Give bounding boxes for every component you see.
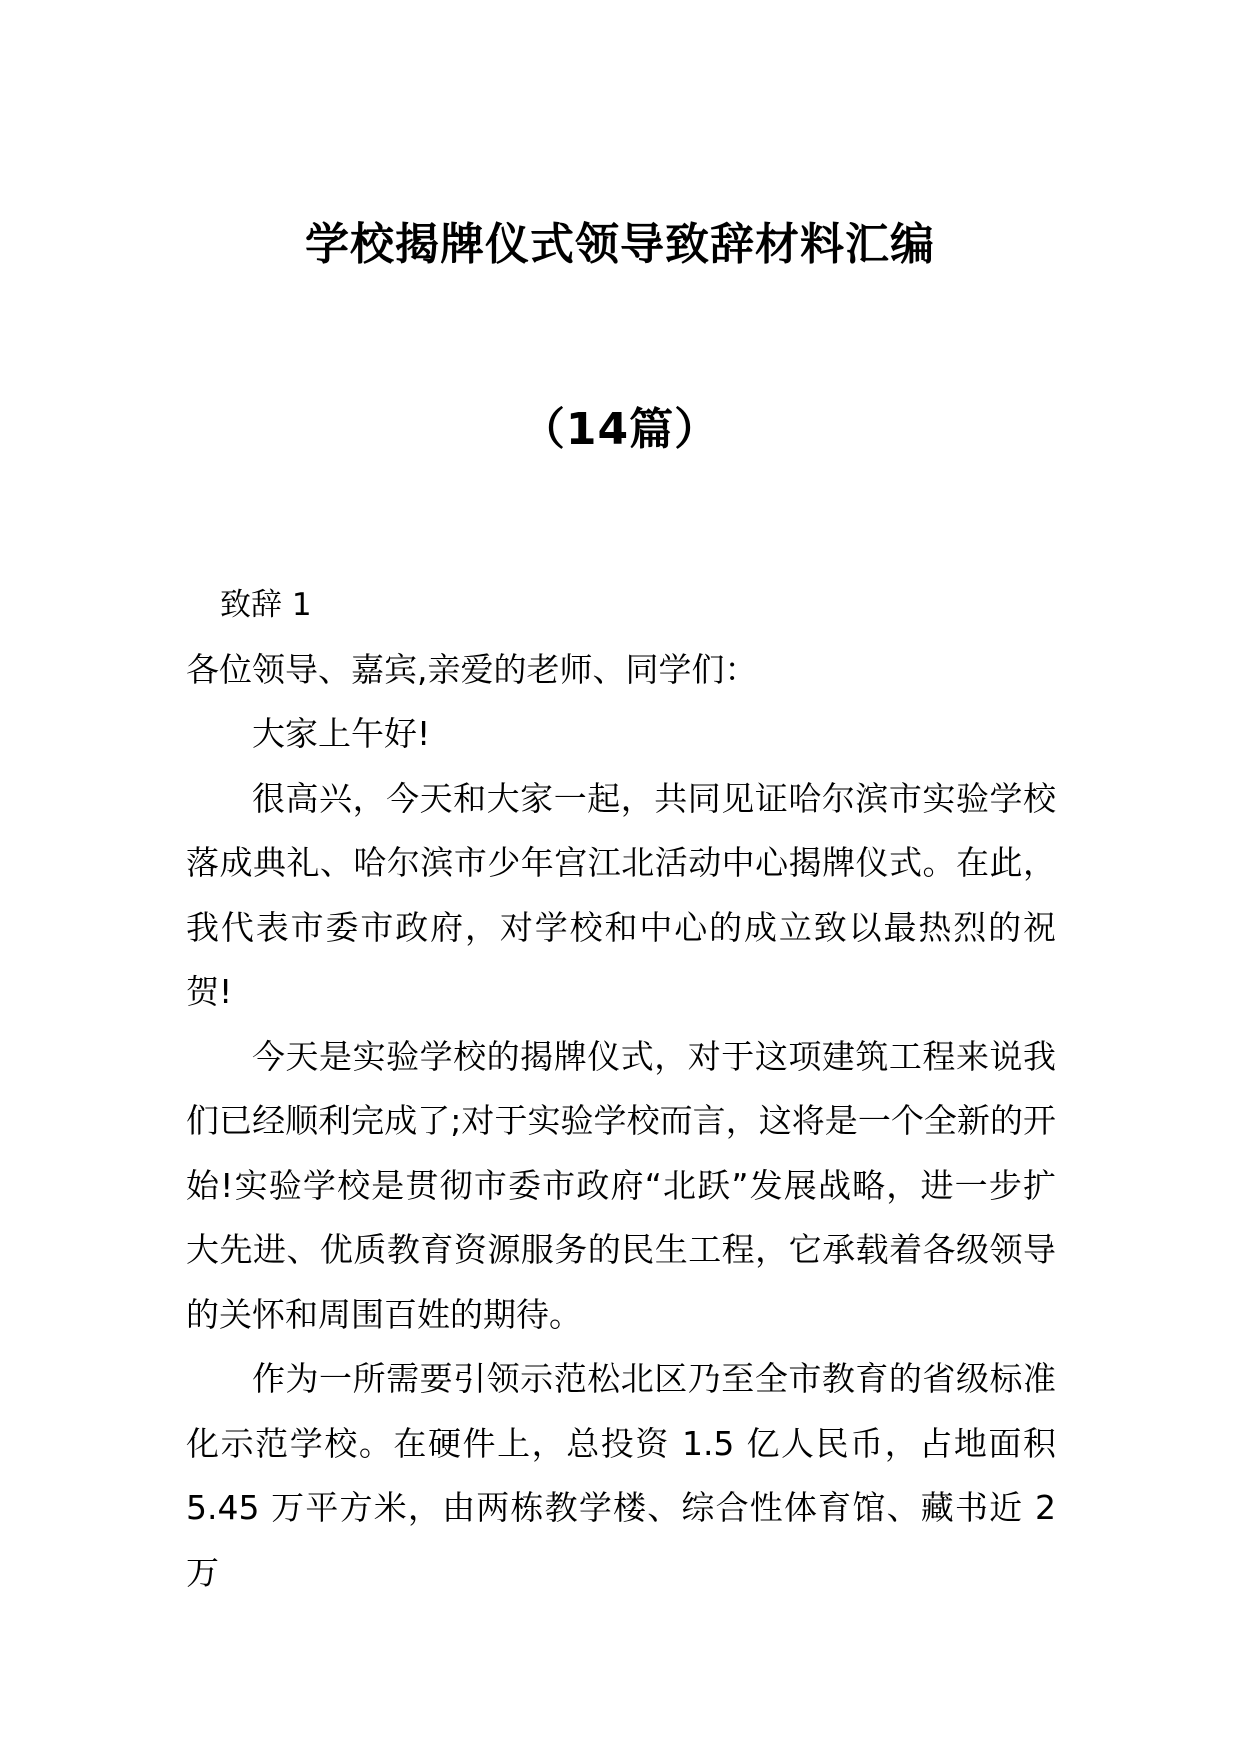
paragraph: 作为一所需要引领示范松北区乃至全市教育的省级标准化示范学校。在硬件上，总投资 1.5 亿人民币，占地面积 5.45 万平方米，由两栋教学楼、综合性体育馆、藏书近 2 万	[186, 1359, 1056, 1592]
paragraph: 今天是实验学校的揭牌仪式，对于这项建筑工程来说我们已经顺利完成了;对于实验学校而言，这将是一个全新的开始!实验学校是贯彻市委市政府“北跃”发展战略，进一步扩大先进、优质教育资源服务的民生工程，它承载着各级领导的关怀和周围百姓的期待。	[186, 1036, 1056, 1334]
section-label: 致辞 1	[220, 587, 312, 623]
salutation: 各位领导、嘉宾,亲爱的老师、同学们：	[186, 649, 758, 689]
document-subtitle: （14篇）	[520, 404, 720, 455]
paragraph: 很高兴，今天和大家一起，共同见证哈尔滨市实验学校落成典礼、哈尔滨市少年宫江北活动中心揭牌仪式。在此，我代表市委市政府，对学校和中心的成立致以最热烈的祝贺!	[186, 778, 1056, 1011]
document-body	[186, 573, 1056, 1605]
paragraph-greeting: 大家上午好!	[252, 714, 431, 753]
document-title: 学校揭牌仪式领导致辞材料汇编	[305, 219, 935, 270]
